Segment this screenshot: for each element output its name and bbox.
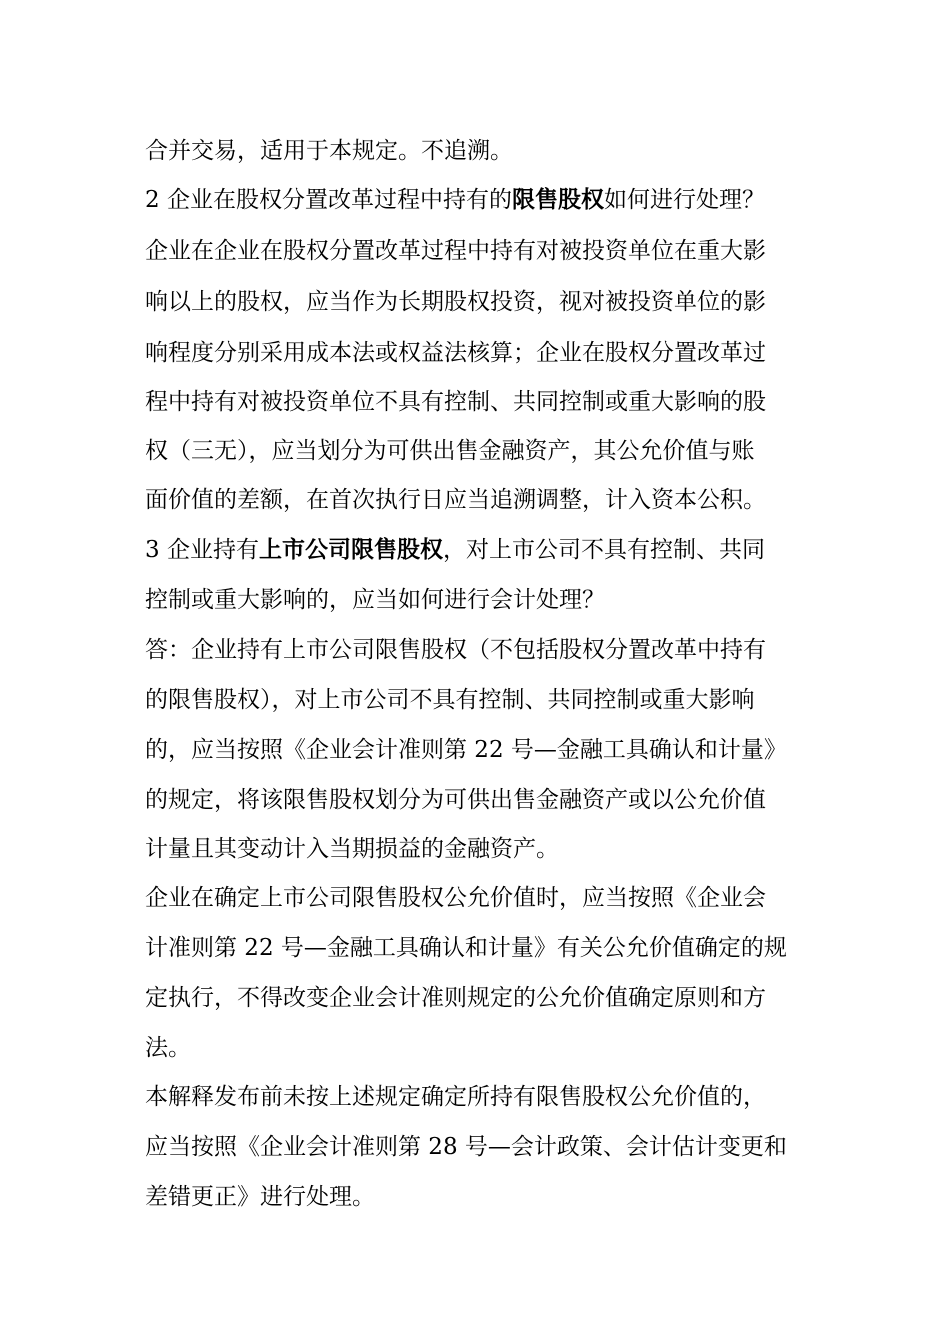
- question-2-line: [145, 185, 765, 215]
- text-line: [145, 785, 766, 815]
- text-run: 权（三无），应当划分为可供出售金融资产，其公允价值与账: [145, 438, 755, 464]
- text-line: [145, 436, 755, 466]
- text-line: [145, 1132, 787, 1162]
- text-run: 响程度分别采用成本法或权益法核算；企业在股权分置改革过: [145, 340, 766, 366]
- text-run: 的规定，将该限售股权划分为可供出售金融资产或以公允价值: [145, 787, 766, 813]
- text-run: 合并交易，适用于本规定。不追溯。: [145, 138, 513, 164]
- text-run: 应当按照《企业会计准则第 28 号—会计政策、会计估计变更和: [145, 1134, 787, 1160]
- question-3-line: [145, 535, 765, 565]
- text-run: ，对上市公司不具有控制、共同: [442, 537, 765, 563]
- text-line: [145, 933, 787, 963]
- text-line: [145, 136, 513, 166]
- text-line: [145, 983, 766, 1013]
- text-run: 定执行，不得改变企业会计准则规定的公允价值确定原则和方: [145, 985, 766, 1011]
- text-run: 如何进行处理？: [603, 187, 765, 213]
- text-line: [145, 1033, 191, 1063]
- text-run: 程中持有对被投资单位不具有控制、共同控制或重大影响的股: [145, 389, 766, 415]
- text-line: [145, 834, 559, 864]
- text-line: [145, 585, 605, 615]
- text-line: [145, 387, 766, 417]
- text-run: 控制或重大影响的，应当如何进行会计处理？: [145, 587, 605, 613]
- text-run: 计准则第 22 号—金融工具确认和计量》有关公允价值确定的规: [145, 935, 787, 961]
- text-run: 答：企业持有上市公司限售股权（不包括股权分置改革中持有: [145, 637, 766, 663]
- text-line: [145, 883, 766, 913]
- bold-term: 限售股权: [511, 187, 604, 213]
- text-run: 计量且其变动计入当期损益的金融资产。: [145, 836, 559, 862]
- text-line: [145, 485, 766, 515]
- bold-term: 上市公司限售股权: [258, 537, 443, 563]
- text-run: 差错更正》进行处理。: [145, 1184, 375, 1210]
- text-line: [145, 338, 766, 368]
- text-run: 响以上的股权，应当作为长期股权投资，视对被投资单位的影: [145, 289, 766, 315]
- text-run: 企业在确定上市公司限售股权公允价值时，应当按照《企业会: [145, 885, 766, 911]
- text-run: 面价值的差额，在首次执行日应当追溯调整，计入资本公积。: [145, 487, 766, 513]
- text-run: 法。: [145, 1035, 191, 1061]
- text-line: [145, 685, 755, 715]
- text-run: 企业在企业在股权分置改革过程中持有对被投资单位在重大影: [145, 238, 766, 264]
- text-run: 本解释发布前未按上述规定确定所持有限售股权公允价值的，: [145, 1084, 766, 1110]
- text-line: [145, 735, 787, 765]
- answer-line: [145, 635, 766, 665]
- text-line: [145, 1182, 375, 1212]
- text-run: 的，应当按照《企业会计准则第 22 号—金融工具确认和计量》: [145, 737, 787, 763]
- text-run: 3 企业持有: [145, 537, 259, 563]
- text-run: 2 企业在股权分置改革过程中持有的: [145, 187, 512, 213]
- text-run: 的限售股权），对上市公司不具有控制、共同控制或重大影响: [145, 687, 755, 713]
- text-line: [145, 287, 766, 317]
- text-line: [145, 1082, 766, 1112]
- text-line: [145, 236, 766, 266]
